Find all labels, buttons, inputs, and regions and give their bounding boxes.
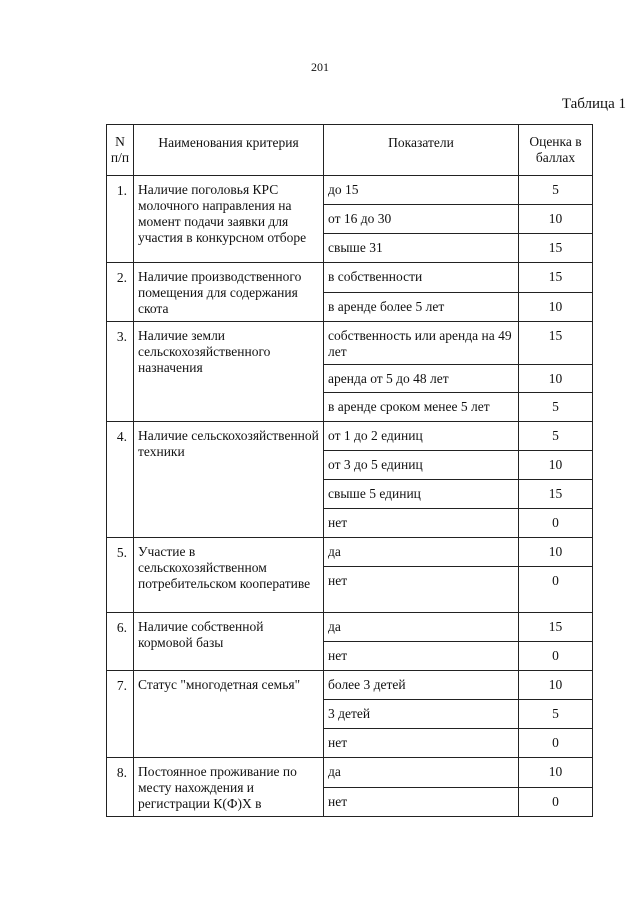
criteria-row	[107, 613, 593, 642]
criterion-number: 1.	[107, 176, 134, 263]
criterion-name: Статус "многодетная семья"	[134, 671, 324, 758]
criterion-name: Наличие собственной кормовой базы	[134, 613, 324, 671]
criterion-name: Наличие сельскохозяйственной техники	[134, 422, 324, 538]
score-cell: 10	[519, 758, 593, 788]
header-score	[519, 125, 593, 176]
indicator-cell: собственность или аренда на 49 лет	[324, 322, 519, 365]
header-num	[107, 125, 134, 176]
indicator-cell: 3 детей	[324, 700, 519, 729]
criteria-row	[107, 538, 593, 567]
indicator-cell: нет	[324, 787, 519, 817]
indicator-cell: нет	[324, 567, 519, 613]
indicator-cell: от 16 до 30	[324, 205, 519, 234]
score-cell: 5	[519, 422, 593, 451]
score-cell: 10	[519, 671, 593, 700]
criterion-name: Наличие поголовья КРС молочного направления на момент подачи заявки для участия в конкурсном отборе	[134, 176, 324, 263]
header-score-line2: баллах	[535, 150, 576, 165]
criteria-row	[107, 176, 593, 205]
score-cell: 0	[519, 509, 593, 538]
criteria-row	[107, 263, 593, 293]
criteria-table	[106, 124, 593, 817]
score-cell: 15	[519, 234, 593, 263]
indicator-cell: до 15	[324, 176, 519, 205]
criterion-number: 7.	[107, 671, 134, 758]
indicator-cell: свыше 5 единиц	[324, 480, 519, 509]
criteria-row	[107, 422, 593, 451]
score-cell: 15	[519, 263, 593, 293]
score-cell: 5	[519, 176, 593, 205]
criteria-row	[107, 758, 593, 788]
score-cell: 0	[519, 787, 593, 817]
page-number: 201	[311, 60, 329, 74]
indicator-cell: нет	[324, 642, 519, 671]
header-num-line1: N	[115, 134, 125, 149]
score-cell: 10	[519, 451, 593, 480]
criterion-number: 2.	[107, 263, 134, 322]
score-cell: 0	[519, 642, 593, 671]
header-name: Наименования критерия	[134, 125, 324, 176]
indicator-cell: от 3 до 5 единиц	[324, 451, 519, 480]
score-cell: 15	[519, 480, 593, 509]
score-cell: 10	[519, 538, 593, 567]
indicator-cell: свыше 31	[324, 234, 519, 263]
criterion-name: Участие в сельскохозяйственном потребительском кооперативе	[134, 538, 324, 613]
score-cell: 10	[519, 205, 593, 234]
criterion-number: 5.	[107, 538, 134, 613]
indicator-cell: нет	[324, 509, 519, 538]
criteria-body	[107, 176, 593, 817]
score-cell: 10	[519, 292, 593, 322]
table-caption: Таблица 1	[561, 96, 626, 112]
criterion-name: Наличие производственного помещения для содержания скота	[134, 263, 324, 322]
indicator-cell: в аренде сроком менее 5 лет	[324, 393, 519, 422]
score-cell: 5	[519, 700, 593, 729]
criterion-name: Постоянное проживание по месту нахождения и регистрации К(Ф)Х в	[134, 758, 324, 817]
criteria-row	[107, 671, 593, 700]
indicator-cell: аренда от 5 до 48 лет	[324, 365, 519, 393]
header-num-line2: п/п	[110, 150, 130, 165]
criterion-number: 4.	[107, 422, 134, 538]
criterion-number: 3.	[107, 322, 134, 422]
score-cell: 15	[519, 613, 593, 642]
indicator-cell: более 3 детей	[324, 671, 519, 700]
header-score-line1: Оценка в	[529, 134, 582, 149]
indicator-cell: да	[324, 613, 519, 642]
criterion-number: 6.	[107, 613, 134, 671]
header-indicators: Показатели	[324, 125, 519, 176]
indicator-cell: в аренде более 5 лет	[324, 292, 519, 322]
criterion-name: Наличие земли сельскохозяйственного назначения	[134, 322, 324, 422]
criterion-number: 8.	[107, 758, 134, 817]
criteria-row	[107, 322, 593, 365]
indicator-cell: нет	[324, 729, 519, 758]
score-cell: 0	[519, 729, 593, 758]
indicator-cell: от 1 до 2 единиц	[324, 422, 519, 451]
score-cell: 15	[519, 322, 593, 365]
score-cell: 0	[519, 567, 593, 613]
indicator-cell: да	[324, 538, 519, 567]
indicator-cell: в собственности	[324, 263, 519, 293]
score-cell: 10	[519, 365, 593, 393]
indicator-cell: да	[324, 758, 519, 788]
score-cell: 5	[519, 393, 593, 422]
table-header-row	[107, 125, 593, 176]
